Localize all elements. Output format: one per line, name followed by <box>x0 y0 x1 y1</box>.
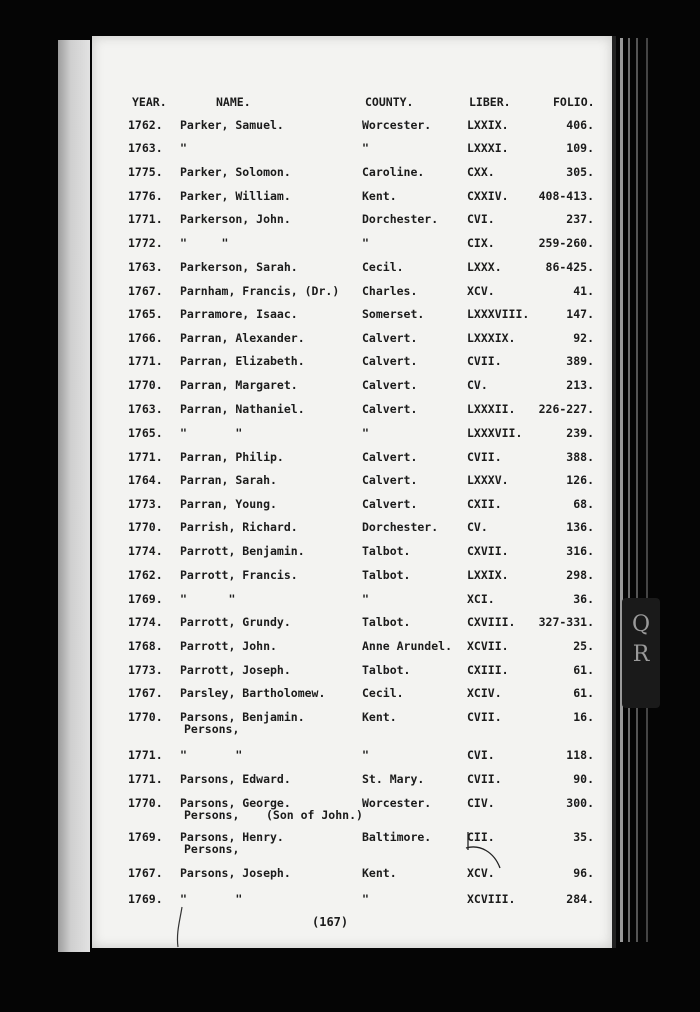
year-cell: 1767. <box>128 284 163 298</box>
county-cell: " <box>362 141 369 155</box>
year-cell: 1766. <box>128 331 163 345</box>
liber-cell: CXII. <box>467 497 502 511</box>
name-cell: Parsons, Edward. <box>180 772 291 786</box>
liber-cell: CII. <box>467 830 495 844</box>
folio-cell: 408-413. <box>538 189 594 203</box>
table-row <box>0 331 700 347</box>
liber-cell: XCIV. <box>467 686 502 700</box>
table-row <box>0 450 700 466</box>
county-cell: Worcester. <box>362 118 432 132</box>
county-cell: Cecil. <box>362 260 404 274</box>
county-cell: " <box>362 236 369 250</box>
folio-cell: 406. <box>566 118 594 132</box>
name-cell: Parsons, Henry. <box>180 830 284 844</box>
year-cell: 1764. <box>128 473 163 487</box>
liber-cell: CV. <box>467 520 488 534</box>
table-row <box>0 426 700 442</box>
name-cell: Parrott, Benjamin. <box>180 544 305 558</box>
liber-cell: CVII. <box>467 354 502 368</box>
liber-cell: LXXXI. <box>467 141 509 155</box>
year-cell: 1772. <box>128 236 163 250</box>
liber-cell: CXX. <box>467 165 495 179</box>
liber-cell: LXXIX. <box>467 118 509 132</box>
county-cell: " <box>362 426 369 440</box>
county-cell: Charles. <box>362 284 418 298</box>
name-cell: Parsons, Benjamin. <box>180 710 305 724</box>
year-cell: 1765. <box>128 426 163 440</box>
name-cell: Parran, Philip. <box>180 450 284 464</box>
county-cell: Kent. <box>362 189 397 203</box>
alternate-spelling: Persons, <box>184 722 240 736</box>
county-cell: Calvert. <box>362 331 418 345</box>
year-cell: 1769. <box>128 830 163 844</box>
name-cell: Parran, Nathaniel. <box>180 402 305 416</box>
liber-cell: CXVIII. <box>467 615 516 629</box>
entry-note: (Son of John.) <box>266 808 363 822</box>
folio-cell: 86-425. <box>545 260 594 274</box>
table-row <box>0 892 700 908</box>
folio-cell: 389. <box>566 354 594 368</box>
liber-cell: CIX. <box>467 236 495 250</box>
folio-cell: 136. <box>566 520 594 534</box>
year-cell: 1763. <box>128 260 163 274</box>
folio-cell: 126. <box>566 473 594 487</box>
name-cell: Parker, Solomon. <box>180 165 291 179</box>
year-cell: 1763. <box>128 402 163 416</box>
table-row <box>0 568 700 584</box>
liber-header: LIBER. <box>469 95 511 109</box>
table-row <box>0 402 700 418</box>
name-cell: Parsons, George. <box>180 796 291 810</box>
name-cell: Parkerson, John. <box>180 212 291 226</box>
liber-cell: LXXX. <box>467 260 502 274</box>
folio-cell: 284. <box>566 892 594 906</box>
liber-cell: XCI. <box>467 592 495 606</box>
folio-cell: 259-260. <box>538 236 594 250</box>
table-row <box>0 663 700 679</box>
table-row <box>0 307 700 323</box>
folio-cell: 25. <box>573 639 594 653</box>
year-cell: 1762. <box>128 568 163 582</box>
pencil-stroke-mark <box>170 905 190 950</box>
liber-cell: LXXXII. <box>467 402 516 416</box>
county-cell: Talbot. <box>362 663 411 677</box>
name-cell: " " <box>180 236 229 250</box>
name-cell: Parnham, Francis, (Dr.) <box>180 284 340 298</box>
year-cell: 1770. <box>128 710 163 724</box>
year-cell: 1771. <box>128 772 163 786</box>
county-cell: Baltimore. <box>362 830 432 844</box>
county-cell: Dorchester. <box>362 212 439 226</box>
index-tab-letter: R <box>632 642 650 667</box>
table-row <box>0 615 700 631</box>
folio-cell: 68. <box>573 497 594 511</box>
liber-cell: CV. <box>467 378 488 392</box>
liber-cell: CIV. <box>467 796 495 810</box>
county-cell: Calvert. <box>362 378 418 392</box>
folio-cell: 305. <box>566 165 594 179</box>
name-cell: Parrott, Joseph. <box>180 663 291 677</box>
folio-cell: 327-331. <box>538 615 594 629</box>
county-cell: Cecil. <box>362 686 404 700</box>
name-cell: Parran, Young. <box>180 497 277 511</box>
county-cell: Calvert. <box>362 450 418 464</box>
table-row <box>0 354 700 370</box>
table-row <box>0 866 700 882</box>
county-cell: Talbot. <box>362 615 411 629</box>
county-cell: Calvert. <box>362 497 418 511</box>
county-cell: Kent. <box>362 710 397 724</box>
year-cell: 1771. <box>128 748 163 762</box>
name-cell: Parker, Samuel. <box>180 118 284 132</box>
liber-cell: LXXIX. <box>467 568 509 582</box>
folio-cell: 41. <box>573 284 594 298</box>
county-cell: Talbot. <box>362 544 411 558</box>
year-cell: 1770. <box>128 520 163 534</box>
folio-cell: 61. <box>573 686 594 700</box>
table-row <box>0 165 700 181</box>
county-cell: Talbot. <box>362 568 411 582</box>
liber-cell: CXXIV. <box>467 189 509 203</box>
county-cell: Kent. <box>362 866 397 880</box>
year-cell: 1773. <box>128 497 163 511</box>
liber-cell: LXXXVII. <box>467 426 523 440</box>
name-cell: Parran, Alexander. <box>180 331 305 345</box>
year-cell: 1774. <box>128 544 163 558</box>
year-cell: 1770. <box>128 378 163 392</box>
county-cell: Worcester. <box>362 796 432 810</box>
county-cell: Calvert. <box>362 473 418 487</box>
table-row <box>0 772 700 788</box>
year-cell: 1773. <box>128 663 163 677</box>
liber-cell: CVII. <box>467 772 502 786</box>
year-cell: 1768. <box>128 639 163 653</box>
folio-header: FOLIO. <box>553 95 595 109</box>
year-cell: 1771. <box>128 354 163 368</box>
year-cell: 1769. <box>128 892 163 906</box>
folio-cell: 147. <box>566 307 594 321</box>
county-cell: Somerset. <box>362 307 425 321</box>
name-cell: " " <box>180 592 236 606</box>
year-cell: 1774. <box>128 615 163 629</box>
county-cell: St. Mary. <box>362 772 425 786</box>
county-cell: " <box>362 892 369 906</box>
folio-cell: 388. <box>566 450 594 464</box>
folio-cell: 316. <box>566 544 594 558</box>
liber-cell: LXXXV. <box>467 473 509 487</box>
table-row <box>0 686 700 702</box>
folio-cell: 213. <box>566 378 594 392</box>
handwritten-pen-mark <box>460 830 510 880</box>
folio-cell: 226-227. <box>538 402 594 416</box>
liber-cell: CXIII. <box>467 663 509 677</box>
county-cell: Anne Arundel. <box>362 639 453 653</box>
county-cell: Dorchester. <box>362 520 439 534</box>
year-cell: 1763. <box>128 141 163 155</box>
name-cell: Parkerson, Sarah. <box>180 260 298 274</box>
liber-cell: CVI. <box>467 748 495 762</box>
table-row <box>0 141 700 157</box>
table-row <box>0 592 700 608</box>
name-cell: Parrott, John. <box>180 639 277 653</box>
name-cell: Parrott, Grundy. <box>180 615 291 629</box>
name-cell: " " <box>180 426 243 440</box>
liber-cell: XCV. <box>467 284 495 298</box>
folio-cell: 35. <box>573 830 594 844</box>
year-cell: 1771. <box>128 212 163 226</box>
name-cell: " " <box>180 748 243 762</box>
folio-cell: 90. <box>573 772 594 786</box>
folio-cell: 298. <box>566 568 594 582</box>
index-tab-letter: Q <box>631 612 651 637</box>
liber-cell: LXXXVIII. <box>467 307 530 321</box>
county-cell: " <box>362 748 369 762</box>
name-cell: Parran, Elizabeth. <box>180 354 305 368</box>
table-row <box>0 473 700 489</box>
name-cell: Parker, William. <box>180 189 291 203</box>
table-row <box>0 118 700 134</box>
name-cell: Parrott, Francis. <box>180 568 298 582</box>
table-row <box>0 639 700 655</box>
table-row <box>0 544 700 560</box>
alternate-spelling: Persons, <box>184 808 240 822</box>
liber-cell: CVI. <box>467 212 495 226</box>
county-cell: Calvert. <box>362 354 418 368</box>
year-cell: 1770. <box>128 796 163 810</box>
entry-continuation-line <box>0 808 700 824</box>
year-cell: 1775. <box>128 165 163 179</box>
table-row <box>0 212 700 228</box>
year-cell: 1771. <box>128 450 163 464</box>
name-cell: Parramore, Isaac. <box>180 307 298 321</box>
folio-cell: 300. <box>566 796 594 810</box>
entry-continuation-line <box>0 842 700 858</box>
liber-cell: XCV. <box>467 866 495 880</box>
folio-cell: 118. <box>566 748 594 762</box>
liber-cell: CVII. <box>467 450 502 464</box>
year-cell: 1762. <box>128 118 163 132</box>
liber-cell: CVII. <box>467 710 502 724</box>
table-row <box>0 284 700 300</box>
name-cell: " <box>180 141 187 155</box>
year-cell: 1765. <box>128 307 163 321</box>
liber-cell: XCVIII. <box>467 892 516 906</box>
folio-cell: 16. <box>573 710 594 724</box>
year-cell: 1769. <box>128 592 163 606</box>
liber-cell: CXVII. <box>467 544 509 558</box>
table-row <box>0 236 700 252</box>
name-header: NAME. <box>216 95 251 109</box>
year-cell: 1767. <box>128 866 163 880</box>
name-cell: Parsons, Joseph. <box>180 866 291 880</box>
folio-cell: 109. <box>566 141 594 155</box>
name-cell: Parsley, Bartholomew. <box>180 686 326 700</box>
folio-cell: 36. <box>573 592 594 606</box>
table-row <box>0 520 700 536</box>
county-cell: Calvert. <box>362 402 418 416</box>
column-header-row <box>0 95 700 111</box>
county-header: COUNTY. <box>365 95 414 109</box>
alternate-spelling: Persons, <box>184 842 240 856</box>
page-number: (167) <box>312 915 349 929</box>
entry-continuation-line <box>0 722 700 738</box>
table-row <box>0 260 700 276</box>
folio-cell: 92. <box>573 331 594 345</box>
table-row <box>0 189 700 205</box>
name-cell: Parrish, Richard. <box>180 520 298 534</box>
county-cell: Caroline. <box>362 165 425 179</box>
folio-cell: 96. <box>573 866 594 880</box>
name-cell: Parran, Sarah. <box>180 473 277 487</box>
folio-cell: 61. <box>573 663 594 677</box>
year-cell: 1767. <box>128 686 163 700</box>
table-row <box>0 497 700 513</box>
year-header: YEAR. <box>132 95 167 109</box>
year-cell: 1776. <box>128 189 163 203</box>
liber-cell: XCVII. <box>467 639 509 653</box>
folio-cell: 237. <box>566 212 594 226</box>
table-row <box>0 748 700 764</box>
name-cell: " " <box>180 892 243 906</box>
folio-cell: 239. <box>566 426 594 440</box>
table-row <box>0 378 700 394</box>
county-cell: " <box>362 592 369 606</box>
name-cell: Parran, Margaret. <box>180 378 298 392</box>
liber-cell: LXXXIX. <box>467 331 516 345</box>
